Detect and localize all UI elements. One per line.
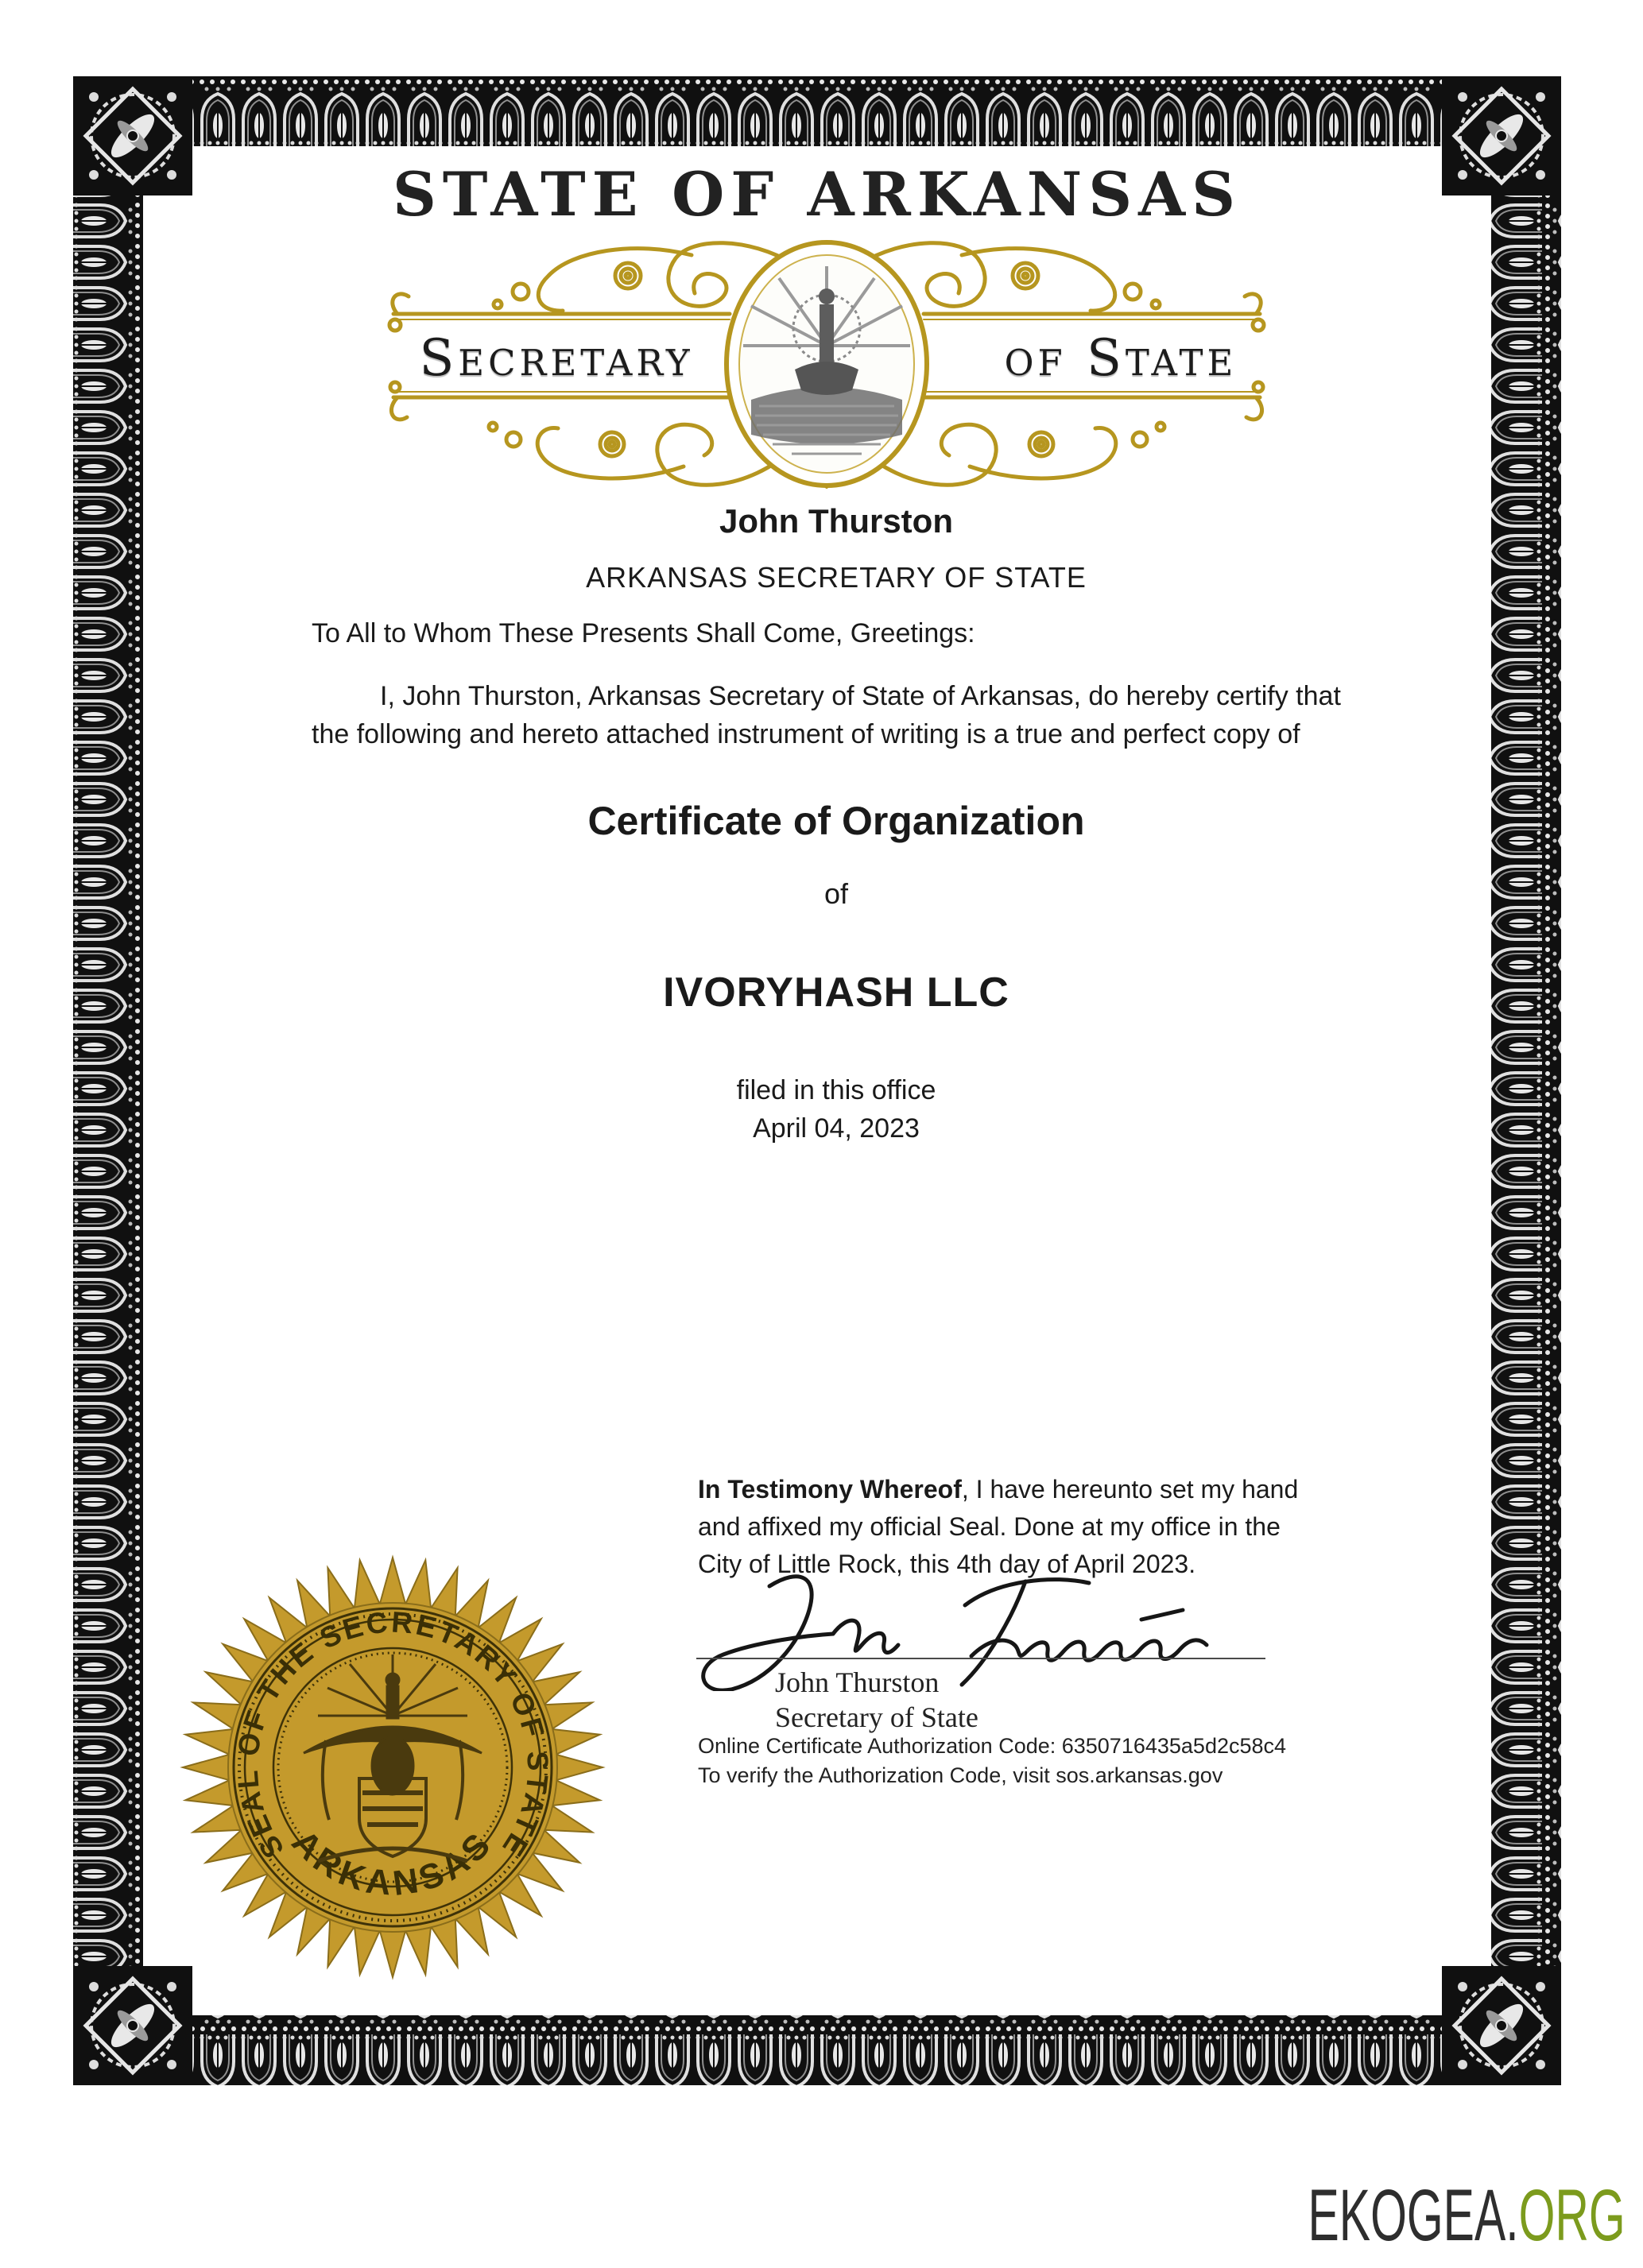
signature-handwriting [674, 1564, 1310, 1691]
testimony-line1-rest: , I have hereunto set my hand [961, 1475, 1299, 1504]
authorization-code-line: Online Certificate Authorization Code: 6350716435a5d2c58c4 [698, 1734, 1287, 1758]
border-top-band [192, 76, 1442, 146]
border-corner-bottom-right [1442, 1966, 1561, 2085]
border-bottom-band [192, 2015, 1442, 2085]
testimony-bold-lead: In Testimony Whereof [698, 1475, 962, 1504]
filed-date: April 04, 2023 [753, 1113, 920, 1144]
certify-paragraph [312, 677, 1393, 753]
entity-name: IVORYHASH LLC [663, 970, 1009, 1016]
page-title: STATE OF ARKANSAS [393, 159, 1242, 230]
seal-bottom-text: ARKANSAS [284, 1822, 502, 1904]
document-title: Certificate of Organization [587, 799, 1085, 843]
certify-line-1: I, John Thurston, Arkansas Secretary of State of Arkansas, do hereby certify that [380, 681, 1341, 711]
banner-of-state-label: of State [1004, 329, 1238, 388]
testimony-line3: City of Little Rock, this 4th day of April 2023. [698, 1550, 1196, 1578]
of-label: of [823, 877, 849, 910]
secretary-of-state-seal [178, 1553, 607, 1982]
greeting-line: To All to Whom These Presents Shall Come, Greetings: [312, 618, 975, 648]
border-corner-bottom-left [73, 1966, 192, 2085]
signature-line [696, 1658, 1265, 1659]
testimony-line2: and affixed my official Seal. Done at my office in the [698, 1512, 1281, 1541]
watermark-brand: EKOGEA. [1308, 2175, 1519, 2256]
authorization-verify-line: To verify the Authorization Code, visit sos.arkansas.gov [698, 1763, 1223, 1787]
signer-printed-title: Secretary of State [775, 1701, 978, 1733]
banner-secretary-label: Secretary [419, 329, 694, 388]
secretary-office-heading: ARKANSAS SECRETARY OF STATE [586, 561, 1087, 594]
signer-printed-name: John Thurston [775, 1666, 940, 1698]
secretary-name-heading: John Thurston [719, 502, 953, 540]
seal-arc-text: SEAL OF THE SECRETARY OF STATE [231, 1605, 555, 1864]
watermark-suffix: ORG [1518, 2175, 1626, 2256]
filed-label: filed in this office [736, 1075, 936, 1105]
certify-line-2: the following and hereto attached instrument of writing is a true and perfect copy of [312, 719, 1300, 749]
watermark-logo [1308, 2174, 1626, 2258]
